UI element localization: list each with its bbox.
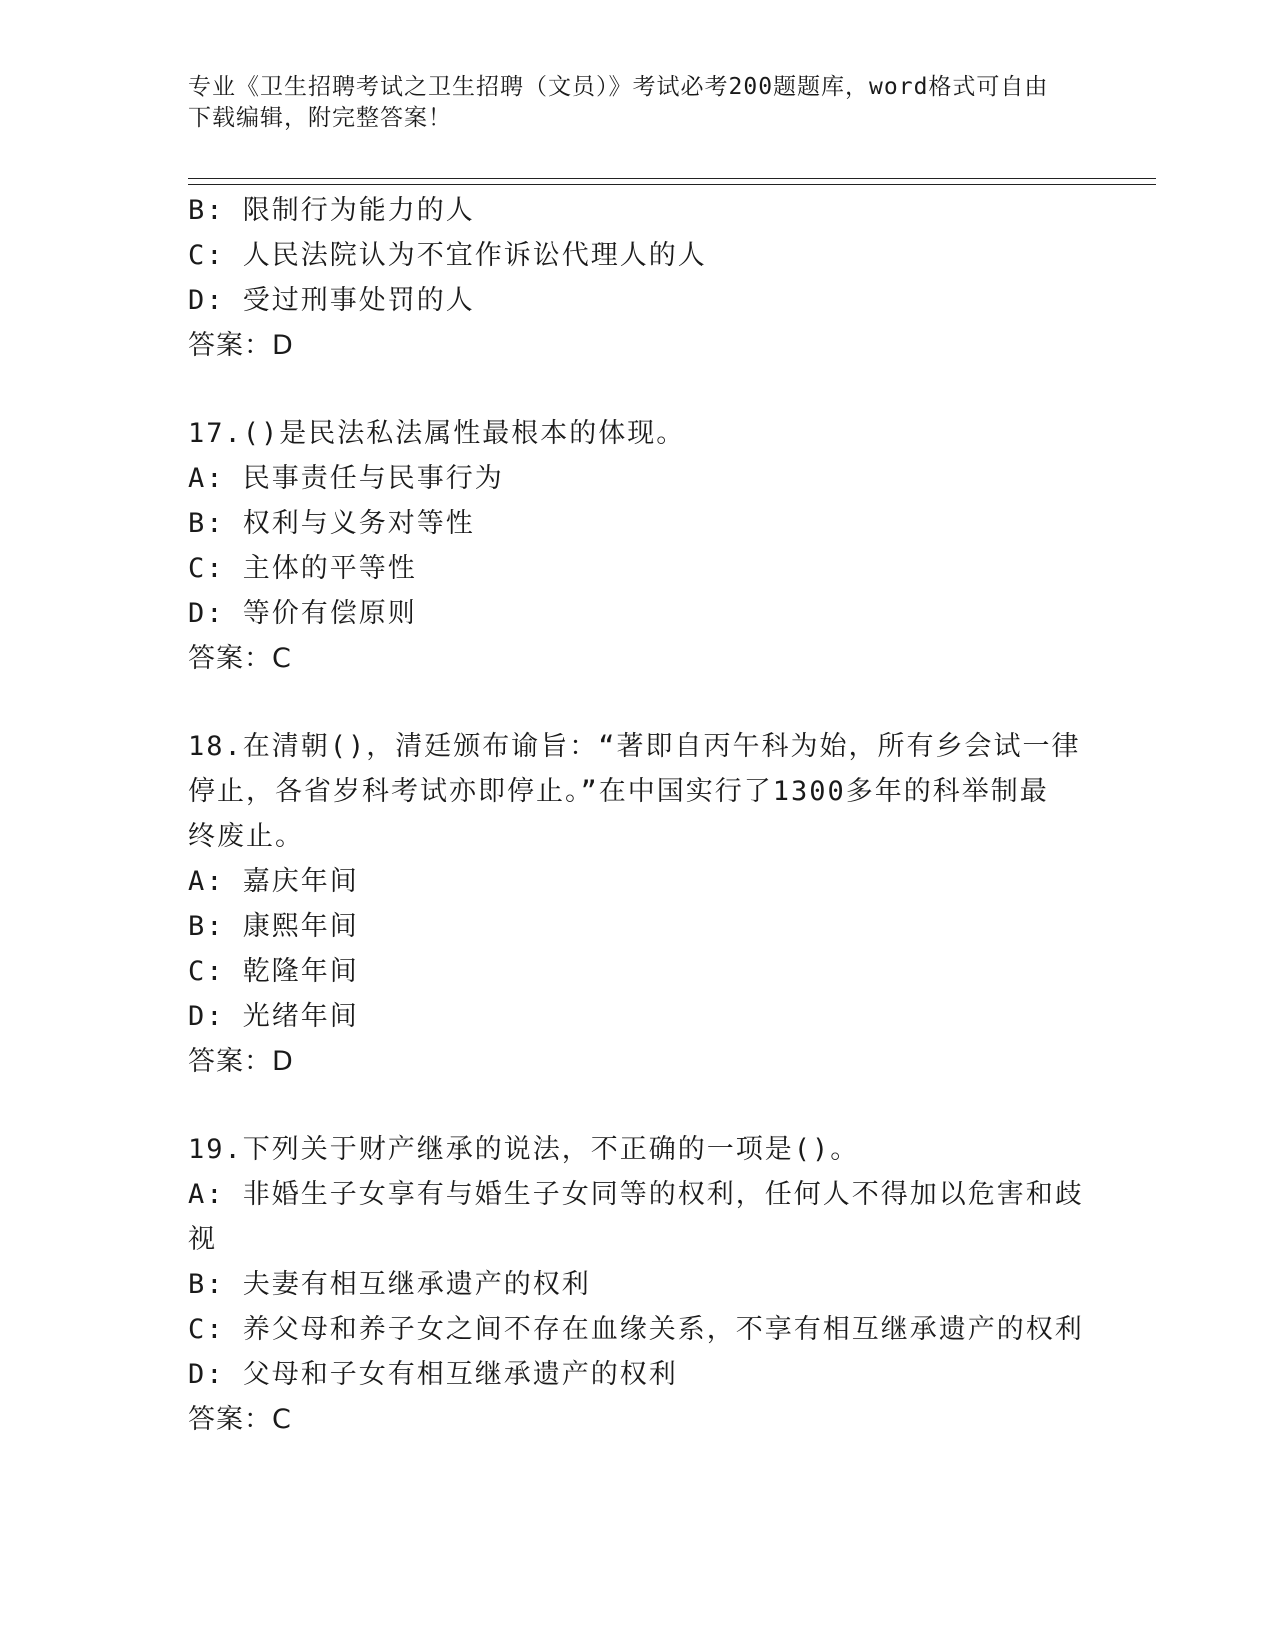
option-a-line-1: A: 非婚生子女享有与婚生子女同等的权利，任何人不得加以危害和歧 — [188, 1179, 1084, 1210]
answer-line: 答案：C — [188, 1404, 292, 1435]
option-d: D: 光绪年间 — [188, 1001, 359, 1032]
question-stem-line-2: 停止，各省岁科考试亦即停止。”在中国实行了1300多年的科举制最 — [188, 776, 1049, 807]
document-header — [188, 72, 1068, 134]
option-b: B: 权利与义务对等性 — [188, 508, 475, 539]
option-d: D: 父母和子女有相互继承遗产的权利 — [188, 1359, 678, 1390]
question-stem-line-3: 终废止。 — [188, 821, 304, 852]
option-d: D: 受过刑事处罚的人 — [188, 285, 475, 316]
option-b: B: 康熙年间 — [188, 911, 359, 942]
option-c: C: 人民法院认为不宜作诉讼代理人的人 — [188, 240, 707, 271]
answer-line: 答案：D — [188, 1046, 294, 1077]
question-list — [188, 188, 1088, 1443]
option-c: C: 养父母和养子女之间不存在血缘关系，不享有相互继承遗产的权利 — [188, 1314, 1084, 1345]
spacer — [188, 1085, 1088, 1127]
option-b: B: 限制行为能力的人 — [188, 195, 475, 226]
question-stem-line-1: 18.在清朝()，清廷颁布谕旨：“著即自丙午科为始，所有乡会试一律 — [188, 731, 1081, 762]
option-d: D: 等价有偿原则 — [188, 598, 417, 629]
question-18 — [188, 724, 1088, 1085]
option-a: A: 民事责任与民事行为 — [188, 463, 504, 494]
answer-line: 答案：D — [188, 330, 294, 361]
question-16-tail — [188, 188, 1088, 369]
option-a-line-2: 视 — [188, 1224, 217, 1255]
option-b: B: 夫妻有相互继承遗产的权利 — [188, 1269, 591, 1300]
header-divider — [188, 178, 1156, 185]
spacer — [188, 369, 1088, 411]
question-stem: 17.()是民法私法属性最根本的体现。 — [188, 418, 686, 449]
option-a: A: 嘉庆年间 — [188, 866, 359, 897]
header-text: 专业《卫生招聘考试之卫生招聘（文员）》考试必考200题题库，word格式可自由下载编辑，附完整答案！ — [188, 74, 1049, 131]
spacer — [188, 682, 1088, 724]
answer-line: 答案：C — [188, 643, 292, 674]
question-stem: 19.下列关于财产继承的说法，不正确的一项是()。 — [188, 1134, 860, 1165]
option-c: C: 主体的平等性 — [188, 553, 417, 584]
question-19 — [188, 1127, 1088, 1443]
question-17 — [188, 411, 1088, 682]
option-c: C: 乾隆年间 — [188, 956, 359, 987]
